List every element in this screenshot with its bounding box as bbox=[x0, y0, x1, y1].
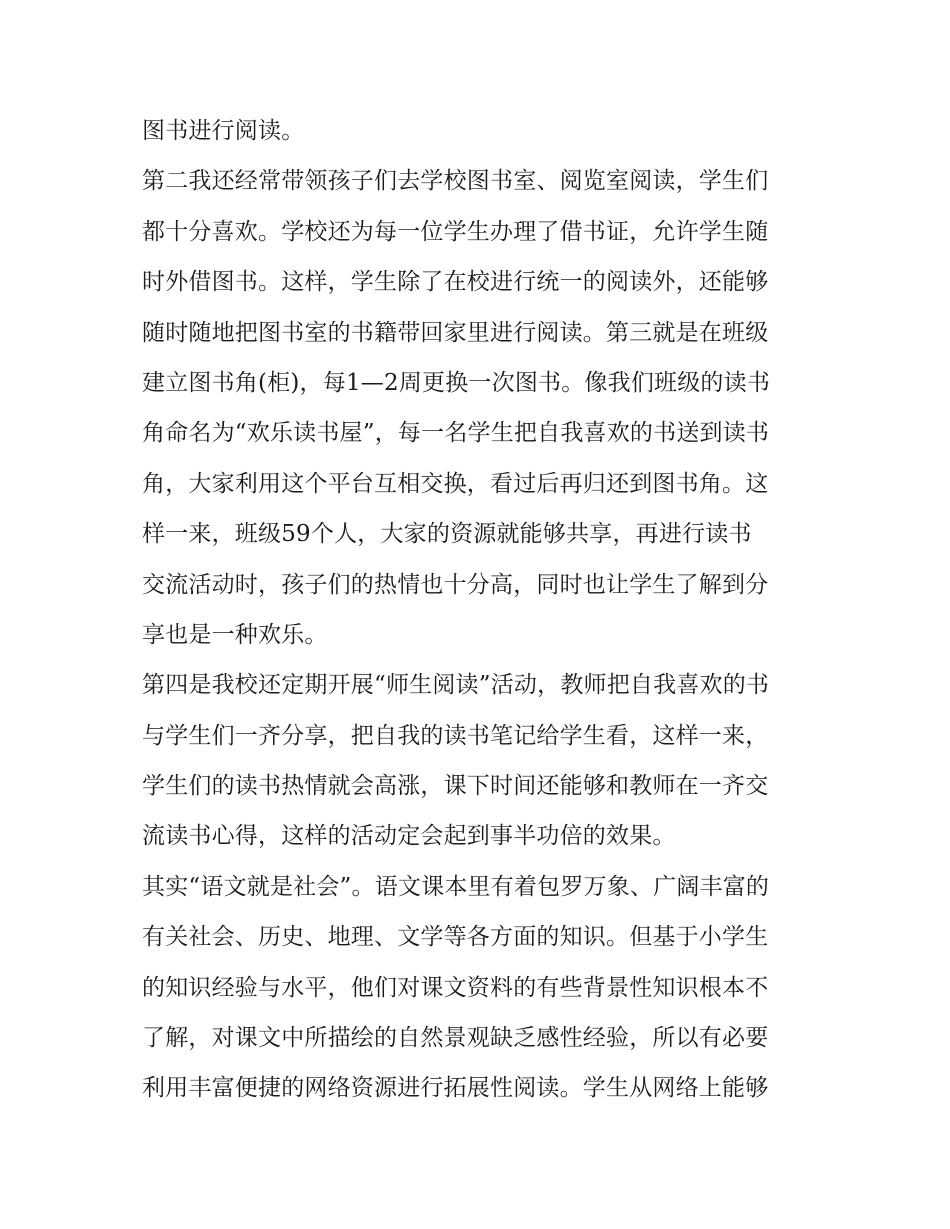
text-line: 图书进行阅读。 bbox=[142, 118, 305, 144]
text-line: 了解，对课文中所描绘的自然景观缺乏感性经验，所以有必要 bbox=[142, 1025, 769, 1052]
body-text bbox=[142, 106, 822, 1114]
text-line: 的知识经验与水平，他们对课文资料的有些背景性知识根本不 bbox=[142, 974, 769, 1001]
text-line: 交流活动时，孩子们的热情也十分高，同时也让学生了解到分 bbox=[142, 571, 769, 598]
text-line: 随时随地把图书室的书籍带回家里进行阅读。第三就是在班级 bbox=[142, 319, 769, 346]
text-line: 建立图书角(柜)，每1—2周更换一次图书。像我们班级的读书 bbox=[142, 369, 771, 396]
text-line: 其实“语文就是社会”。语文课本里有着包罗万象、广阔丰富的 bbox=[142, 873, 770, 900]
text-line: 第四是我校还定期开展“师生阅读”活动，教师把自我喜欢的书 bbox=[142, 672, 770, 699]
text-line: 第二我还经常带领孩子们去学校图书室、阅览室阅读，学生们 bbox=[142, 168, 769, 195]
text-line: 利用丰富便捷的网络资源进行拓展性阅读。学生从网络上能够 bbox=[142, 1075, 769, 1102]
text-line: 样一来，班级59个人，大家的资源就能够共享，再进行读书 bbox=[142, 521, 752, 548]
text-line: 学生们的读书热情就会高涨，课下时间还能够和教师在一齐交 bbox=[142, 773, 769, 800]
text-line: 流读书心得，这样的活动定会起到事半功倍的效果。 bbox=[142, 823, 676, 850]
text-line: 角，大家利用这个平台互相交换，看过后再归还到图书角。这 bbox=[142, 470, 769, 497]
text-line: 时外借图书。这样，学生除了在校进行统一的阅读外，还能够 bbox=[142, 269, 769, 296]
text-line: 与学生们一齐分享，把自我的读书笔记给学生看，这样一来， bbox=[142, 722, 769, 749]
text-line: 都十分喜欢。学校还为每一位学生办理了借书证，允许学生随 bbox=[142, 218, 769, 245]
text-line: 有关社会、历史、地理、文学等各方面的知识。但基于小学生 bbox=[142, 924, 769, 951]
text-line: 享也是一种欢乐。 bbox=[142, 621, 328, 648]
text-line: 角命名为“欢乐读书屋”，每一名学生把自我喜欢的书送到读书 bbox=[142, 420, 770, 447]
